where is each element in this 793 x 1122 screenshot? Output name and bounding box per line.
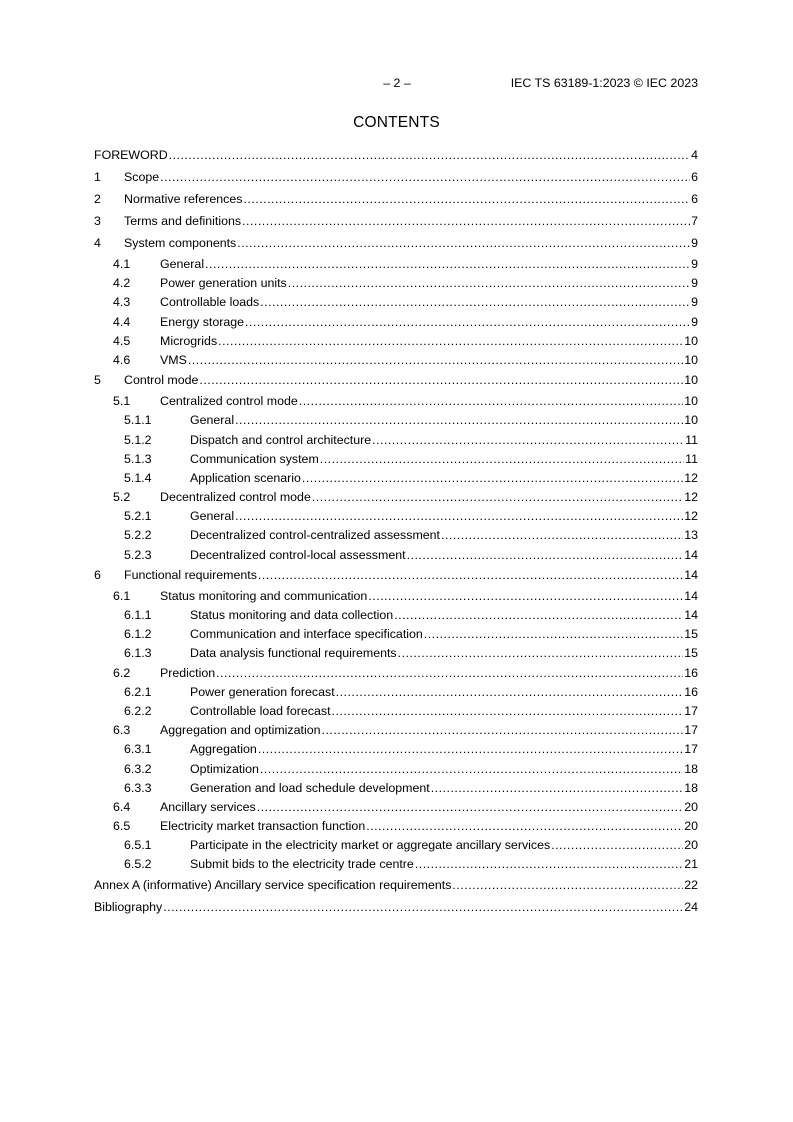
dot-leader [160,170,690,185]
toc-entry-number: 6.3 [113,723,131,738]
dot-leader [551,838,683,853]
dot-leader [336,685,684,700]
dot-leader [205,257,690,272]
document-reference: IEC TS 63189-1:2023 © IEC 2023 [510,76,698,90]
dot-leader [288,276,690,291]
toc-entry-number: 6.4 [113,799,131,814]
dot-leader [322,723,684,738]
toc-entry[interactable] [94,450,698,469]
toc-entry-number: 4.1 [113,257,131,271]
toc-entry-page: 10 [684,333,698,348]
dot-leader [258,742,683,757]
toc-entry[interactable] [94,488,698,507]
toc-entry-label: Optimization [190,761,259,776]
toc-entry-number: 6.3.1 [124,742,152,757]
toc-entry-label: Dispatch and control architecture [190,432,372,447]
toc-entry-number: 4.5 [113,333,131,348]
toc-entry-number: 1 [94,170,101,184]
toc-entry-label: Electricity market transaction function [160,819,366,834]
toc-entry-label: FOREWORD [94,148,168,162]
toc-entry-number: 4.4 [113,314,131,329]
toc-entry[interactable] [94,798,698,817]
dot-leader [218,334,683,349]
dot-leader [260,295,690,310]
toc-entry-number: 4.6 [113,352,131,367]
dot-leader [258,568,683,583]
dot-leader [415,857,683,872]
dot-leader [332,704,684,719]
toc-entry-label: Participate in the electricity market or aggregate ancillary services [190,838,551,853]
toc-entry-page: 14 [684,567,698,582]
page-header [0,76,793,92]
toc-entry[interactable] [94,370,698,392]
dot-leader [169,148,690,163]
page-title: CONTENTS [353,114,440,131]
toc-entry-page: 20 [684,799,698,814]
toc-entry-label: Status monitoring and communication [160,588,368,603]
toc-entry-label: Prediction [160,665,216,680]
toc-entry[interactable] [94,721,698,740]
toc-entry-page: 6 [691,170,698,184]
toc-entry-number: 5.1.1 [124,413,152,428]
toc-entry[interactable] [94,255,698,274]
dot-leader [320,452,684,467]
toc-entry-page: 22 [684,877,698,892]
dot-leader [257,800,683,815]
toc-entry-label: Power generation units [160,276,287,291]
toc-entry[interactable] [94,897,698,919]
toc-entry-label: Scope [124,170,160,184]
toc-entry-page: 17 [684,703,698,718]
toc-entry-page: 16 [684,665,698,680]
toc-entry-page: 18 [684,780,698,795]
toc-entry[interactable] [94,702,698,721]
toc-entry-page: 13 [684,528,698,543]
dot-leader [235,413,683,428]
dot-leader [299,394,683,409]
toc-entry[interactable] [94,167,698,189]
toc-entry[interactable] [94,211,698,233]
toc-entry-label: Decentralized control-centralized assessment [190,528,440,543]
toc-entry-number: 6.2.1 [124,684,152,699]
dot-leader [424,627,683,642]
toc-entry-number: 6.1.1 [124,608,152,622]
dot-leader [407,548,684,563]
toc-entry-number: 6.1.3 [124,646,152,661]
toc-entry-number: 6 [94,567,101,582]
toc-entry-page: 10 [684,373,698,388]
toc-entry[interactable] [94,546,698,565]
dot-leader [216,666,683,681]
toc-entry-number: 6.2 [113,665,131,680]
toc-entry-label: Functional requirements [124,567,257,582]
toc-entry-page: 16 [684,684,698,699]
toc-entry-label: Control mode [124,373,199,388]
toc-entry-number: 6.5.1 [124,838,152,853]
toc-entry-number: 5.1.4 [124,470,152,485]
dot-leader [243,192,690,207]
toc-entry-label: Generation and load schedule development [190,780,430,795]
dot-leader [260,762,683,777]
dot-leader [163,900,683,915]
toc-entry-label: Ancillary services [160,799,256,814]
toc-entry-number: 6.5.2 [124,857,152,872]
toc-entry-label: Status monitoring and data collection [190,608,394,622]
toc-entry-label: Data analysis functional requirements [190,646,397,661]
toc-entry[interactable] [94,875,698,897]
toc-entry[interactable] [94,526,698,545]
toc-entry-label: Communication and interface specification [190,627,423,642]
toc-entry-label: Power generation forecast [190,684,335,699]
toc-entry[interactable] [94,855,698,874]
toc-entry-page: 12 [684,509,698,524]
toc-entry-page: 21 [684,857,698,872]
dot-leader [368,589,683,604]
toc-entry[interactable] [94,189,698,211]
toc-entry-page: 9 [691,257,698,271]
toc-entry[interactable] [94,233,698,255]
toc-entry-page: 9 [691,314,698,329]
toc-entry-number: 5 [94,373,101,388]
dot-leader [312,490,683,505]
dot-leader [452,878,683,893]
dot-leader [235,509,683,524]
dot-leader [394,608,683,623]
toc-entry[interactable] [94,760,698,779]
toc-entry-page: 18 [684,761,698,776]
toc-entry[interactable] [94,274,698,293]
toc-entry[interactable] [94,392,698,411]
toc-entry-page: 24 [684,899,698,914]
toc-entry-page: 20 [684,819,698,834]
toc-entry-number: 2 [94,192,101,206]
toc-entry[interactable] [94,644,698,663]
toc-entry[interactable] [94,507,698,526]
dot-leader [372,433,684,448]
toc-entry-page: 4 [691,148,698,162]
toc-entry-page: 12 [684,470,698,485]
toc-entry-page: 10 [684,413,698,428]
dot-leader [237,236,690,251]
toc-entry[interactable] [94,145,698,167]
toc-entry[interactable] [94,293,698,312]
toc-entry-page: 17 [684,742,698,757]
toc-entry-label: Communication system [190,451,319,466]
toc-entry-page: 14 [684,608,698,622]
toc-entry-page: 7 [691,214,698,228]
toc-entry-page: 10 [684,394,698,409]
toc-entry-label: System components [124,236,237,250]
toc-entry-number: 6.1.2 [124,627,152,642]
dot-leader [199,373,683,388]
toc-entry-label: General [190,413,235,428]
toc-entry-label: Aggregation and optimization [160,723,321,738]
toc-entry-label: Decentralized control-local assessment [190,547,406,562]
toc-entry[interactable] [94,587,698,606]
toc-entry[interactable] [94,817,698,836]
toc-entry-number: 6.1 [113,588,131,603]
toc-entry-page: 17 [684,723,698,738]
dot-leader [188,353,683,368]
toc-entry-page: 9 [691,276,698,291]
dot-leader [366,819,683,834]
toc-entry-label: Decentralized control mode [160,490,311,505]
toc-entry-label: Bibliography [94,899,163,914]
toc-entry-page: 9 [691,236,698,250]
toc-entry[interactable] [94,565,698,587]
toc-entry-page: 20 [684,838,698,853]
dot-leader [242,214,690,229]
toc-entry-label: Annex A (informative) Ancillary service specification requirements [94,877,452,892]
toc-entry-number: 5.1.3 [124,451,152,466]
toc-entry-label: VMS [160,352,187,367]
toc-entry-number: 4 [94,236,101,250]
toc-entry[interactable] [94,606,698,625]
toc-entry-page: 11 [685,451,698,466]
toc-entry-number: 5.2.2 [124,528,152,543]
toc-entry-label: Energy storage [160,314,245,329]
toc-entry[interactable] [94,351,698,370]
toc-entry-label: Aggregation [190,742,257,757]
toc-entry-label: Application scenario [190,470,301,485]
toc-entry-page: 15 [684,627,698,642]
toc-entry-number: 5.2 [113,490,131,505]
toc-entry-page: 14 [684,547,698,562]
toc-entry[interactable] [94,625,698,644]
toc-entry-page: 9 [691,295,698,310]
toc-entry[interactable] [94,836,698,855]
page-number: – 2 – [383,76,411,90]
toc-entry-page: 14 [684,588,698,603]
toc-entry-label: Terms and definitions [124,214,242,228]
table-of-contents [94,145,698,919]
toc-entry-label: Centralized control mode [160,394,298,409]
toc-entry-label: Submit bids to the electricity trade centre [190,857,414,872]
toc-entry-label: General [190,509,235,524]
toc-entry-page: 11 [685,432,698,447]
toc-entry-number: 3 [94,214,101,228]
toc-entry-label: Microgrids [160,333,218,348]
toc-entry[interactable] [94,664,698,683]
toc-entry-number: 6.2.2 [124,703,152,718]
toc-entry-number: 6.3.3 [124,780,152,795]
toc-entry[interactable] [94,431,698,450]
toc-entry-number: 5.1 [113,394,131,409]
toc-entry[interactable] [94,683,698,702]
dot-leader [302,471,683,486]
dot-leader [441,528,683,543]
toc-entry-page: 10 [684,352,698,367]
toc-entry[interactable] [94,313,698,332]
toc-entry-number: 6.3.2 [124,761,152,776]
toc-entry-number: 6.5 [113,819,131,834]
toc-entry-number: 4.2 [113,276,131,291]
dot-leader [431,781,683,796]
toc-entry[interactable] [94,740,698,759]
toc-entry-page: 6 [691,192,698,206]
toc-entry-label: General [160,257,205,271]
toc-entry-page: 15 [684,646,698,661]
toc-entry[interactable] [94,469,698,488]
toc-entry-label: Controllable load forecast [190,703,331,718]
toc-entry-number: 4.3 [113,295,131,310]
toc-entry-label: Controllable loads [160,295,260,310]
toc-entry-label: Normative references [124,192,243,206]
toc-entry-number: 5.2.1 [124,509,152,524]
toc-entry[interactable] [94,332,698,351]
toc-entry[interactable] [94,779,698,798]
dot-leader [398,646,684,661]
toc-entry-number: 5.2.3 [124,547,152,562]
toc-entry-number: 5.1.2 [124,432,152,447]
dot-leader [245,315,690,330]
toc-entry[interactable] [94,411,698,430]
toc-entry-page: 12 [684,490,698,505]
